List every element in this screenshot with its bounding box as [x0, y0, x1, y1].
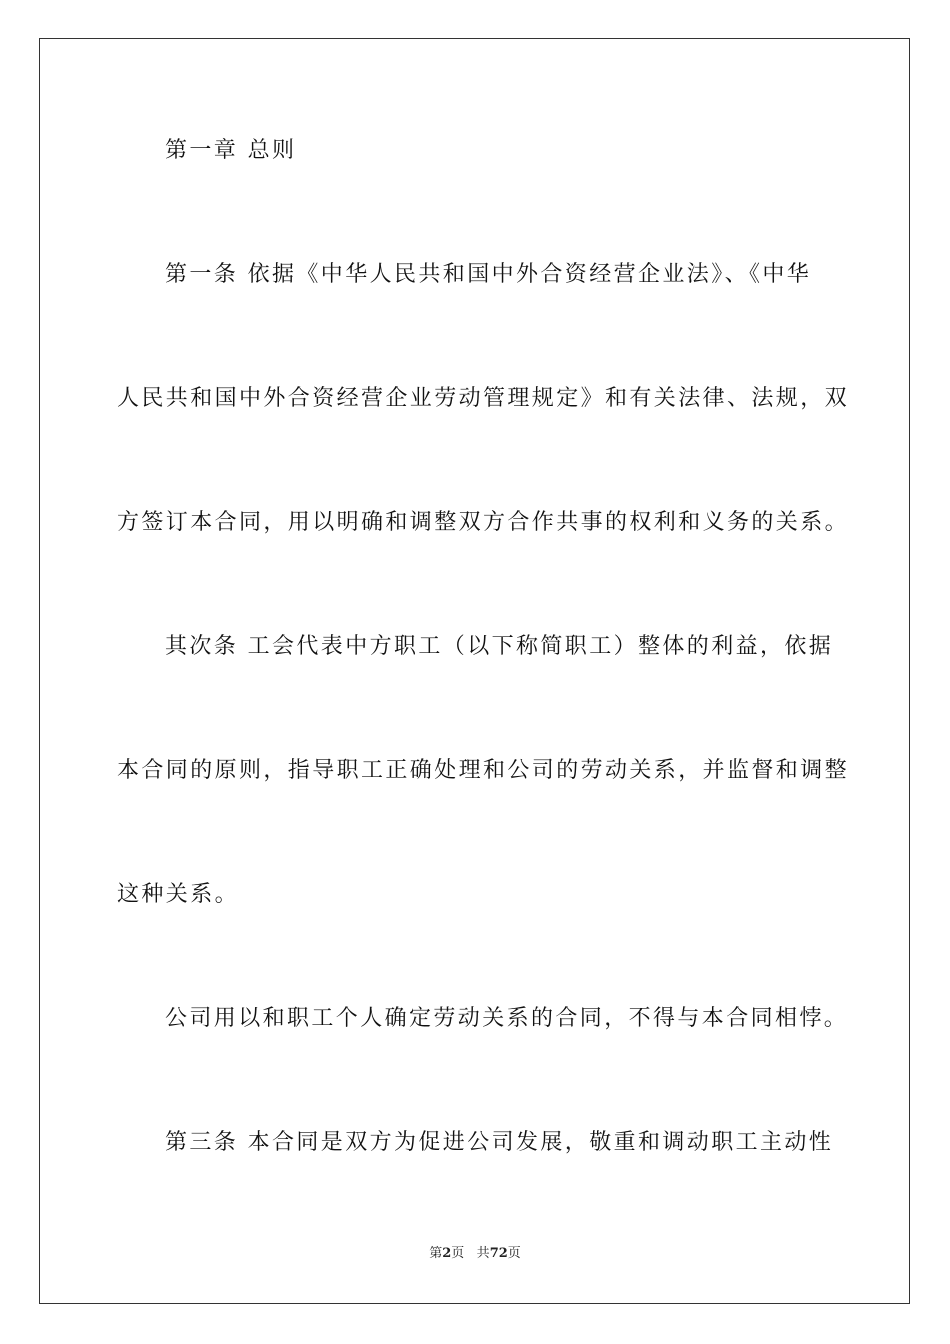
page-number: 2 [442, 1246, 452, 1261]
page-suffix: 页 [451, 1246, 465, 1261]
article-3-line-1: 第三条 本合同是双方为促进公司发展，敬重和调动职工主动性 [165, 1130, 834, 1155]
paragraph-contract-note: 公司用以和职工个人确定劳动关系的合同，不得与本合同相悖。 [165, 1006, 849, 1031]
article-2-line-2: 本合同的原则，指导职工正确处理和公司的劳动关系，并监督和调整 [117, 758, 850, 783]
page-prefix: 第 [429, 1246, 443, 1261]
page-border [39, 38, 910, 1304]
article-2-line-1: 其次条 工会代表中方职工（以下称简职工）整体的利益，依据 [165, 634, 834, 659]
page-footer [0, 1245, 950, 1263]
article-2-line-3: 这种关系。 [117, 882, 240, 907]
total-prefix: 共 [476, 1246, 490, 1261]
chapter-heading: 第一章 总则 [165, 138, 297, 163]
article-1-line-2: 人民共和国中外合资经营企业劳动管理规定》和有关法律、法规，双 [117, 386, 850, 411]
article-1-line-1: 第一条 依据《中华人民共和国中外合资经营企业法》、《中华 [165, 262, 812, 287]
article-1-line-3: 方签订本合同，用以明确和调整双方合作共事的权利和义务的关系。 [117, 510, 850, 535]
total-suffix: 页 [507, 1246, 521, 1261]
total-pages: 72 [489, 1246, 508, 1261]
